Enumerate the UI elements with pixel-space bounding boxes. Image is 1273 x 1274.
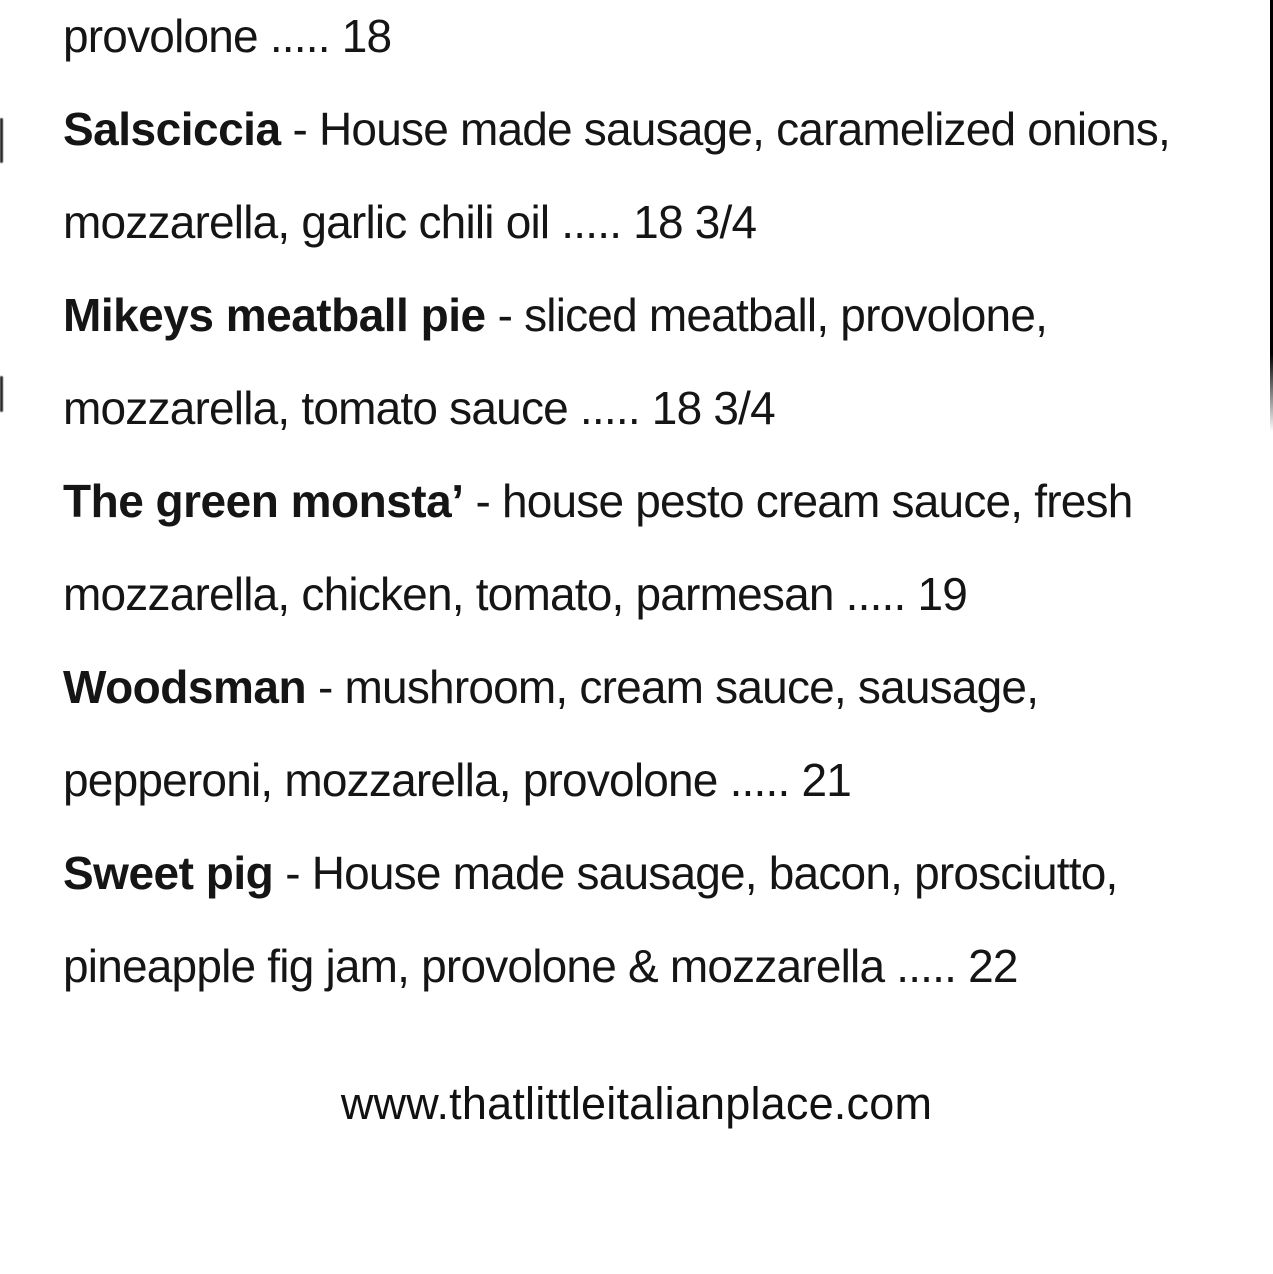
item-name: Salsciccia [63,103,281,155]
item-text: - House made sausage, bacon, prosciutto, [273,847,1118,899]
item-name: Sweet pig [63,847,274,899]
menu-text-block [63,0,1243,1013]
scan-artifact-left-mark-top [0,118,3,163]
item-text: pineapple fig jam, provolone & mozzarella ..... 22 [63,940,1018,992]
menu-line-woodsman [63,641,1243,734]
item-name: Mikeys meatball pie [63,289,486,341]
menu-line-mikeys-cont [63,362,1243,455]
item-text: - house pesto cream sauce, fresh [463,475,1133,527]
website-url: www.thatlittleitalianplace.com [340,1078,933,1129]
item-text: - House made sausage, caramelized onions, [280,103,1170,155]
menu-line-salsciccia-cont [63,176,1243,269]
item-name: The green monsta’ [63,475,464,527]
menu-line-salsciccia [63,83,1243,176]
menu-line-woodsman-cont [63,734,1243,827]
menu-line-mikeys-meatball-pie [63,269,1243,362]
item-text: mozzarella, garlic chili oil ..... 18 3/4 [63,196,757,248]
item-name: Woodsman [63,661,307,713]
menu-line-green-monsta [63,455,1243,548]
menu-line-sweet-pig [63,827,1243,920]
menu-line-green-monsta-cont [63,548,1243,641]
menu-line-sweet-pig-cont [63,920,1243,1013]
menu-line-provolone-price [63,0,1243,83]
item-text: - sliced meatball, provolone, [485,289,1048,341]
item-text: mozzarella, chicken, tomato, parmesan ..... 19 [63,568,968,620]
item-text: provolone ..... 18 [63,10,392,62]
item-text: pepperoni, mozzarella, provolone ..... 21 [63,754,852,806]
item-text: - mushroom, cream sauce, sausage, [306,661,1039,713]
scan-artifact-left-mark-mid [0,376,3,412]
item-text: mozzarella, tomato sauce ..... 18 3/4 [63,382,775,434]
